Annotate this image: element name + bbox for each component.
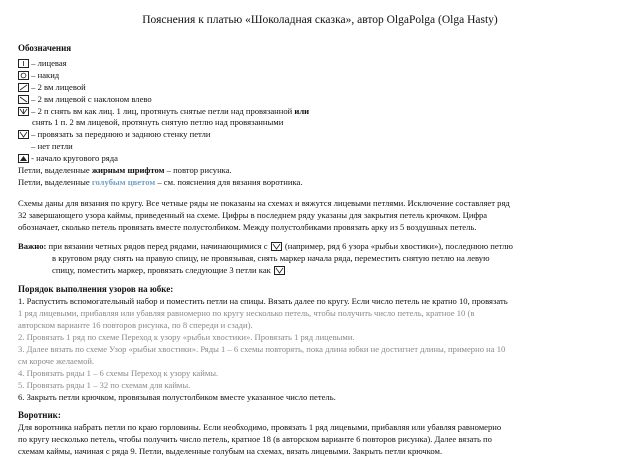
note-bold: Петли, выделенные жирным шрифтом – повтор рисунка. — [18, 165, 232, 175]
schemes-line-3: обозначает, сколько петель провязать вместе полустолбиком. Между полустолбиками провязать арку из 5 воздушных петель. — [18, 222, 477, 232]
k2tog-icon — [18, 83, 29, 92]
legend-heading: Обозначения — [18, 43, 72, 53]
k2tog-left-icon — [18, 95, 29, 104]
legend-item-front-back: – провязать за переднюю и заднюю стенку петли — [18, 129, 210, 140]
legend-item-no-stitch: – нет петли — [18, 141, 73, 152]
k-into-front-back-icon — [18, 130, 29, 139]
collar-line-3: схемам каймы, начиная с ряда 9. Петли, выделенные голубым на схемах, вязать лицевыми. Закрыть петли крючком. — [18, 446, 443, 456]
order-step-1-line-1: 1. Распустить вспомогательный набор и поместить петли на спицы. Вязать далее по кругу. Если число петель не кратно 10, провязать — [18, 296, 508, 306]
legend-item-double-decrease-cont: снять 1 п. 2 вм лицевой, протянуть снятую петлю над провязанными — [32, 117, 284, 127]
start-round-icon — [18, 154, 29, 163]
legend-item-k2tog: – 2 вм лицевой — [18, 82, 86, 93]
legend-item-knit: – лицевая — [18, 58, 67, 69]
legend-item-start-round: - начало кругового ряда — [18, 153, 118, 164]
order-step-1-line-2: 1 ряд лицевыми, прибавляя или убавляя равномерно по кругу несколько петель, чтобы получить число петель, кратное 10 (в — [18, 308, 475, 318]
collar-line-1: Для воротника набрать петли по краю горловины. Если необходимо, провязать 1 ряд лицевыми, прибавляя или убавляя равномерно — [18, 422, 502, 432]
no-stitch-icon — [18, 142, 29, 151]
legend-item-double-decrease: – 2 п снять вм как лиц. 1 лиц, протянуть снятые петли над провязанной или — [18, 106, 309, 117]
k-into-front-back-icon — [271, 242, 282, 251]
schemes-line-1: Схемы даны для вязания по кругу. Все четные ряды не показаны на схемах и вяжутся лицевыми петлями. Исключение составляет ряд — [18, 198, 510, 208]
order-step-2: 2. Провязать 1 ряд по схеме Переход к узору «рыбьи хвостики». Провязать 1 ряд лицевыми. — [18, 332, 355, 342]
important-line-3: спицу, поместить маркер, провязать следующие 3 петли как — [52, 265, 286, 276]
important-line-2: в круговом ряду снять на правую спицу, не провязывая, снять маркер начала ряда, переместить снятую петлю на левую — [52, 253, 490, 263]
double-decrease-icon — [18, 107, 29, 116]
collar-heading: Воротник: — [18, 410, 61, 420]
note-blue: Петли, выделенные голубым цветом – см. пояснения для вязания воротника. — [18, 177, 303, 187]
order-heading: Порядок выполнения узоров на юбке: — [18, 284, 174, 294]
collar-line-2: по кругу несколько петель, чтобы получить число петель, кратное 18 (в авторском варианте 6 повторов рисунка). Далее вязать по — [18, 434, 492, 444]
yarn-over-icon — [18, 71, 29, 80]
schemes-line-2: 32 завершающего узора каймы, приведенный на схеме. Цифры в последнем ряду указаны для закрытия петель крючком. Цифра — [18, 210, 488, 220]
page-title: Пояснения к платью «Шоколадная сказка», автор OlgaPolga (Olga Hasty) — [142, 14, 498, 26]
knit-stitch-icon — [18, 59, 29, 68]
order-step-1-line-3: авторском варианте 16 повторов рисунка, по 8 спереди и сзади). — [18, 320, 253, 330]
order-step-3-line-1: 3. Далее вязать по схеме Узор «рыбьи хвостики». Ряды 1 – 6 схемы повторять, пока длина юбки не достигнет длины, примерно на 10 — [18, 344, 506, 354]
order-step-3-line-2: см короче желаемой. — [18, 356, 95, 366]
order-step-6: 6. Закрыть петли крючком, провязывая полустолбиком вместе указанное число петель. — [18, 392, 336, 402]
legend-item-k2tog-left: – 2 вм лицевой с наклоном влево — [18, 94, 152, 105]
k-into-front-back-icon — [274, 266, 285, 275]
order-step-4: 4. Провязать ряды 1 – 6 схемы Переход к узору каймы. — [18, 368, 219, 378]
order-step-5: 5. Провязать ряды 1 – 32 по схемам для каймы. — [18, 380, 191, 390]
important-line-1: Важно: при вязании четных рядов перед рядами, начинающимися с (например, ряд 6 узора «рыбьи хвостики»), последнюю петлю — [18, 241, 513, 251]
legend-item-yarn-over: – накид — [18, 70, 59, 81]
